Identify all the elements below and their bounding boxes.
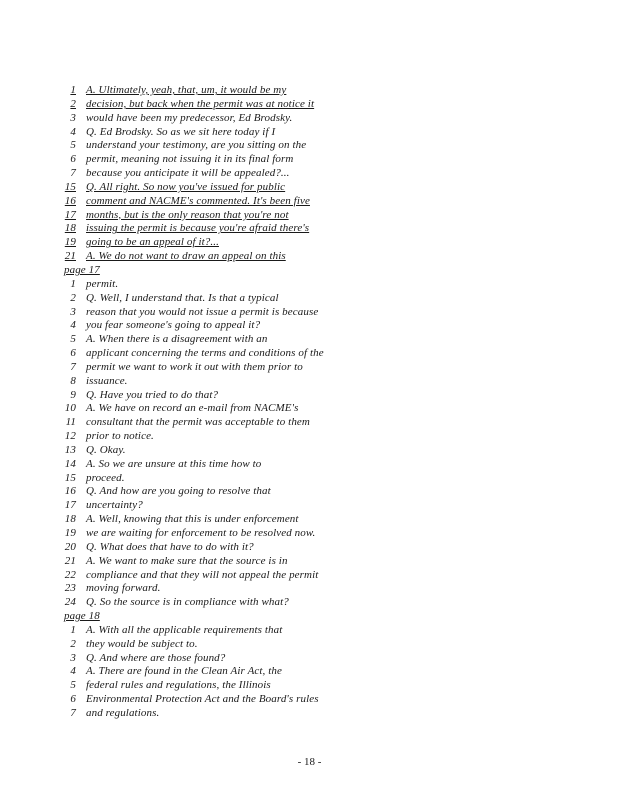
line-number: 7 — [70, 360, 76, 373]
line-number: 21 — [64, 250, 76, 263]
line-text: Q. All right. So now you've issued for public — [86, 180, 286, 193]
line-text: permit we want to work it out with them prior to — [86, 360, 303, 373]
line-text: permit. — [86, 277, 119, 290]
line-number: 2 — [70, 97, 76, 110]
transcript-line — [62, 555, 362, 569]
line-text: A. We do not want to draw an appeal on this — [86, 250, 286, 263]
transcript-line — [62, 665, 362, 679]
transcript-line — [62, 278, 362, 292]
line-number: 16 — [64, 194, 76, 207]
line-number: 4 — [70, 125, 76, 138]
line-text: permit, meaning not issuing it in its final form — [86, 153, 294, 166]
line-number: 3 — [70, 305, 76, 318]
transcript-line — [62, 126, 362, 140]
line-number: 7 — [70, 167, 76, 180]
line-number: 19 — [64, 527, 76, 539]
line-text: would have been my predecessor, Ed Brodsky. — [86, 111, 293, 124]
line-text: A. We have on record an e-mail from NACME's — [86, 402, 299, 415]
line-number: 5 — [70, 139, 76, 152]
transcript-line — [62, 306, 362, 320]
line-number: 6 — [70, 153, 76, 166]
line-number: 5 — [70, 679, 76, 692]
deposition-transcript — [62, 84, 362, 721]
transcript-line — [62, 292, 362, 306]
transcript-line — [62, 375, 362, 389]
line-text: A. When there is a disagreement with an — [86, 333, 268, 346]
transcript-line — [62, 98, 362, 112]
line-text: consultant that the permit was acceptable to them — [86, 416, 310, 429]
transcript-line — [62, 361, 362, 375]
transcript-line — [62, 319, 362, 333]
transcript-line — [62, 416, 362, 430]
line-text: federal rules and regulations, the Illinois — [86, 679, 271, 692]
line-number: 1 — [70, 277, 76, 290]
line-number: 9 — [70, 388, 76, 401]
transcript-line — [62, 569, 362, 583]
transcript-line — [62, 444, 362, 458]
page-marker: page 18 — [64, 610, 100, 623]
line-number: 21 — [64, 554, 76, 567]
line-text: A. So we are unsure at this time how to — [86, 457, 262, 470]
transcript-line — [62, 84, 362, 98]
transcript-line — [62, 582, 362, 596]
transcript-line — [62, 527, 362, 541]
line-text: Q. And where are those found? — [86, 651, 226, 664]
line-text: A. Ultimately, yeah, that, um, it would be my — [86, 84, 287, 96]
line-text: Q. What does that have to do with it? — [86, 540, 254, 553]
line-text: A. Well, knowing that this is under enforcement — [86, 513, 299, 526]
line-text: Q. Okay. — [86, 443, 126, 456]
line-number: 19 — [64, 236, 76, 249]
transcript-line — [62, 638, 362, 652]
line-text: Q. Have you tried to do that? — [86, 388, 219, 401]
transcript-line — [62, 333, 362, 347]
line-number: 22 — [64, 568, 76, 581]
line-number: 3 — [70, 651, 76, 664]
line-number: 2 — [70, 291, 76, 304]
line-number: 16 — [64, 485, 76, 498]
line-text: Q. Well, I understand that. Is that a typical — [86, 291, 279, 304]
line-number: 3 — [70, 111, 76, 124]
line-text: moving forward. — [86, 582, 161, 595]
line-text: Q. So the source is in compliance with what? — [86, 596, 289, 609]
line-text: they would be subject to. — [86, 637, 198, 650]
transcript-line — [62, 652, 362, 666]
line-text: reason that you would not issue a permit is because — [86, 305, 319, 318]
line-text: issuance. — [86, 374, 128, 387]
line-text: and regulations. — [86, 706, 160, 719]
line-number: 10 — [64, 402, 76, 415]
line-number: 15 — [64, 471, 76, 484]
page-marker: page 17 — [64, 263, 100, 276]
transcript-line — [62, 250, 362, 264]
line-number: 17 — [64, 499, 76, 512]
transcript-line — [62, 513, 362, 527]
transcript-line — [62, 236, 362, 250]
line-text: Environmental Protection Act and the Board's rules — [86, 693, 319, 706]
line-number: 2 — [70, 637, 76, 650]
transcript-line — [62, 624, 362, 638]
line-text: uncertainty? — [86, 499, 143, 512]
line-text: comment and NACME's commented. It's been five — [86, 194, 310, 207]
transcript-line — [62, 181, 362, 195]
page-number-footer: - 18 - — [297, 756, 322, 768]
line-number: 14 — [64, 457, 76, 470]
line-number: 1 — [70, 623, 76, 636]
line-text: because you anticipate it will be appealed?... — [86, 167, 290, 180]
line-text: months, but is the only reason that you're not — [86, 208, 289, 221]
line-text: A. With all the applicable requirements that — [86, 623, 283, 636]
line-number: 6 — [70, 347, 76, 360]
line-number: 5 — [70, 333, 76, 346]
line-number: 6 — [70, 693, 76, 706]
line-number: 4 — [70, 319, 76, 332]
line-number: 18 — [64, 513, 76, 526]
line-number: 12 — [64, 430, 76, 443]
transcript-line — [62, 499, 362, 513]
transcript-line — [62, 679, 362, 693]
line-text: applicant concerning the terms and conditions of the — [86, 347, 324, 360]
line-number: 8 — [70, 374, 76, 387]
line-text: prior to notice. — [86, 430, 154, 443]
line-number: 7 — [70, 706, 76, 719]
transcript-line — [62, 707, 362, 721]
line-number: 23 — [64, 582, 76, 595]
transcript-line — [62, 112, 362, 126]
transcript-line — [62, 472, 362, 486]
transcript-line — [62, 458, 362, 472]
line-text: going to be an appeal of it?... — [86, 236, 219, 249]
transcript-line — [62, 430, 362, 444]
transcript-line — [62, 139, 362, 153]
transcript-line — [62, 541, 362, 555]
transcript-line — [62, 402, 362, 416]
line-text: A. There are found in the Clean Air Act, the — [86, 665, 282, 678]
transcript-line — [62, 347, 362, 361]
line-number: 24 — [64, 596, 76, 609]
line-text: proceed. — [86, 471, 125, 484]
line-text: you fear someone's going to appeal it? — [86, 319, 261, 332]
line-text: A. We want to make sure that the source is in — [86, 554, 288, 567]
transcript-line — [62, 693, 362, 707]
line-number: 15 — [64, 180, 76, 193]
transcript-line — [62, 153, 362, 167]
transcript-line — [62, 485, 362, 499]
line-text: Q. And how are you going to resolve that — [86, 485, 271, 498]
line-text: we are waiting for enforcement to be resolved now. — [86, 527, 316, 539]
line-number: 11 — [65, 416, 76, 429]
line-text: Q. Ed Brodsky. So as we sit here today if I — [86, 125, 276, 138]
transcript-line — [62, 222, 362, 236]
line-text: compliance and that they will not appeal the permit — [86, 568, 319, 581]
line-number: 13 — [64, 443, 76, 456]
transcript-line — [62, 389, 362, 403]
line-number: 4 — [70, 665, 76, 678]
line-number: 18 — [64, 222, 76, 235]
transcript-line — [62, 195, 362, 209]
line-text: issuing the permit is because you're afraid there's — [86, 222, 310, 235]
line-number: 17 — [64, 208, 76, 221]
transcript-line — [62, 209, 362, 223]
transcript-line — [62, 596, 362, 610]
line-text: decision, but back when the permit was at notice it — [86, 97, 315, 110]
transcript-line — [62, 167, 362, 181]
line-number: 20 — [64, 540, 76, 553]
line-text: understand your testimony, are you sitting on the — [86, 139, 307, 152]
line-number: 1 — [70, 84, 76, 96]
